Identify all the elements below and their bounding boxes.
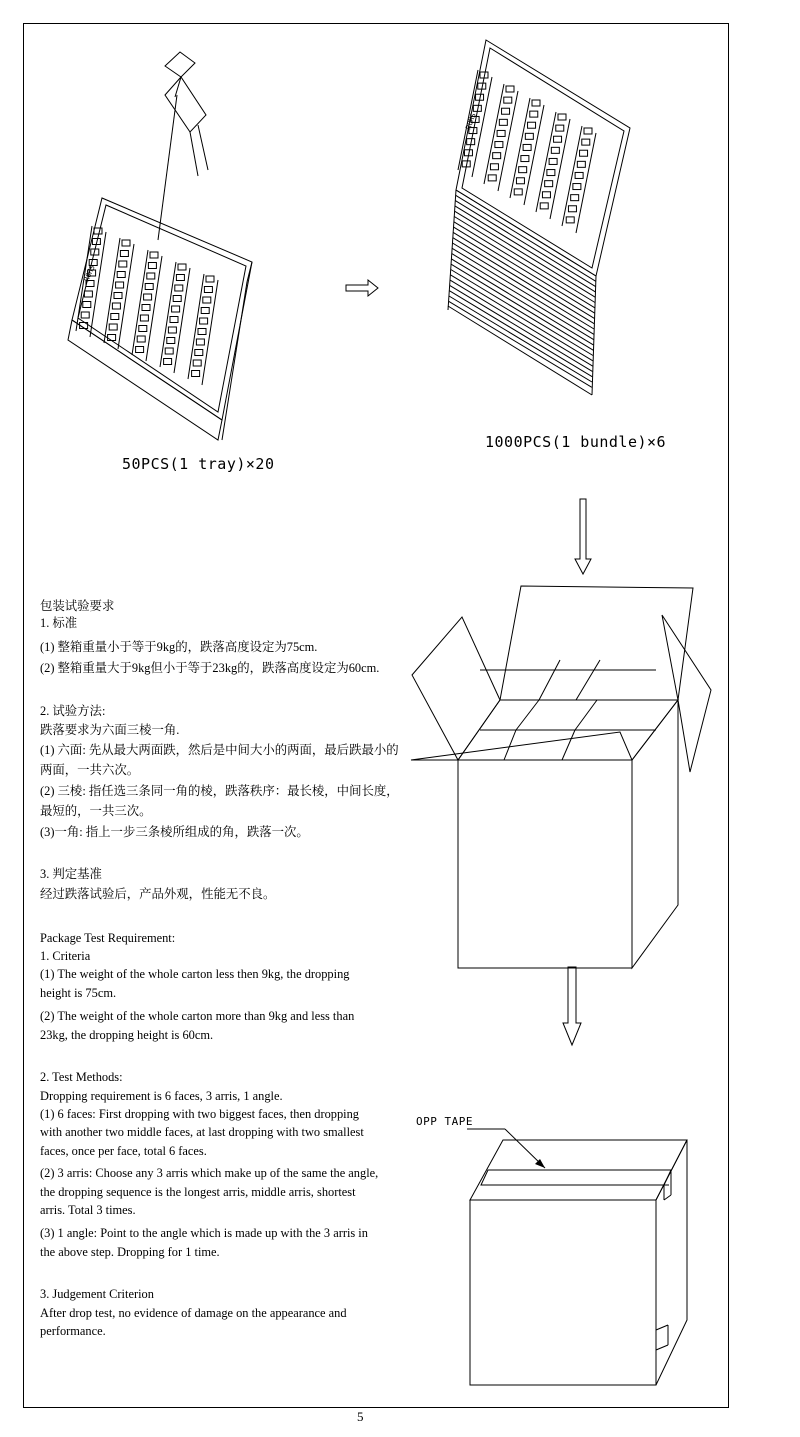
cn-s1-line1: (1) 整箱重量小于等于9kg的，跌落高度设定为75cm.	[40, 640, 318, 654]
cn-s2-line2b: 最短的，一共三次。	[40, 804, 152, 818]
opp-tape-label: OPP TAPE	[416, 1115, 473, 1128]
cn-s2-line3: (3)一角: 指上一步三条棱所组成的角，跌落一次。	[40, 825, 309, 839]
bundle-caption: 1000PCS(1 bundle)×6	[485, 433, 667, 451]
en-s2-heading: 2. Test Methods:	[40, 1070, 123, 1084]
cn-s2-line1a: (1) 六面: 先从最大两面跌，然后是中间大小的两面，最后跌最小的	[40, 743, 399, 757]
en-s2-l1c: faces, once per face, total 6 faces.	[40, 1144, 207, 1158]
cn-s3-heading: 3. 判定基准	[40, 867, 102, 881]
en-s1-line2b: 23kg, the dropping height is 60cm.	[40, 1028, 214, 1042]
en-s3-l1b: performance.	[40, 1324, 106, 1338]
cn-s2-intro: 跌落要求为六面三棱一角.	[40, 723, 180, 737]
en-s1-line2a: (2) The weight of the whole carton more than 9kg and less than	[40, 1009, 355, 1023]
en-s2-l3a: (3) 1 angle: Point to the angle which is made up with the 3 arris in	[40, 1226, 368, 1240]
page-number: 5	[357, 1409, 364, 1424]
en-s2-l3b: the above step. Dropping for 1 time.	[40, 1245, 220, 1259]
en-s1-line1a: (1) The weight of the whole carton less then 9kg, the dropping	[40, 967, 350, 981]
en-s1-heading: 1. Criteria	[40, 949, 91, 963]
en-s2-l2a: (2) 3 arris: Choose any 3 arris which make up of the same the angle,	[40, 1166, 379, 1180]
en-s2-l1a: (1) 6 faces: First dropping with two biggest faces, then dropping	[40, 1107, 359, 1121]
en-s2-l1b: with another two middle faces, at last dropping with two smallest	[40, 1125, 364, 1139]
en-s3-l1a: After drop test, no evidence of damage on the appearance and	[40, 1306, 347, 1320]
cn-s1-heading: 1. 标准	[40, 616, 78, 630]
svg-text:ROHS: ROHS	[464, 112, 478, 131]
arrow-right-icon	[344, 279, 384, 299]
en-s3-heading: 3. Judgement Criterion	[40, 1287, 154, 1301]
cn-s2-heading: 2. 试验方法:	[40, 704, 106, 718]
arrow-down-icon	[562, 965, 582, 1045]
en-s2-l2c: arris. Total 3 times.	[40, 1203, 136, 1217]
svg-text:ROHS: ROHS	[82, 264, 97, 283]
en-s1-line1b: height is 75cm.	[40, 986, 117, 1000]
cn-s3-line1: 经过跌落试验后，产品外观，性能无不良。	[40, 887, 276, 901]
cn-title: 包装试验要求	[40, 599, 115, 613]
en-title: Package Test Requirement:	[40, 931, 176, 945]
en-s2-intro: Dropping requirement is 6 faces, 3 arris, 1 angle.	[40, 1089, 283, 1103]
en-s2-l2b: the dropping sequence is the longest arris, middle arris, shortest	[40, 1185, 356, 1199]
cn-s2-line2a: (2) 三棱: 指任选三条同一角的棱，跌落秩序：最长棱，中间长度，	[40, 784, 399, 798]
cn-s1-line2: (2) 整箱重量大于9kg但小于等于23kg的，跌落高度设定为60cm.	[40, 661, 380, 675]
tray-caption: 50PCS(1 tray)×20	[122, 455, 275, 473]
cn-s2-line1b: 两面，一共六次。	[40, 763, 140, 777]
arrow-down-icon	[573, 497, 593, 577]
